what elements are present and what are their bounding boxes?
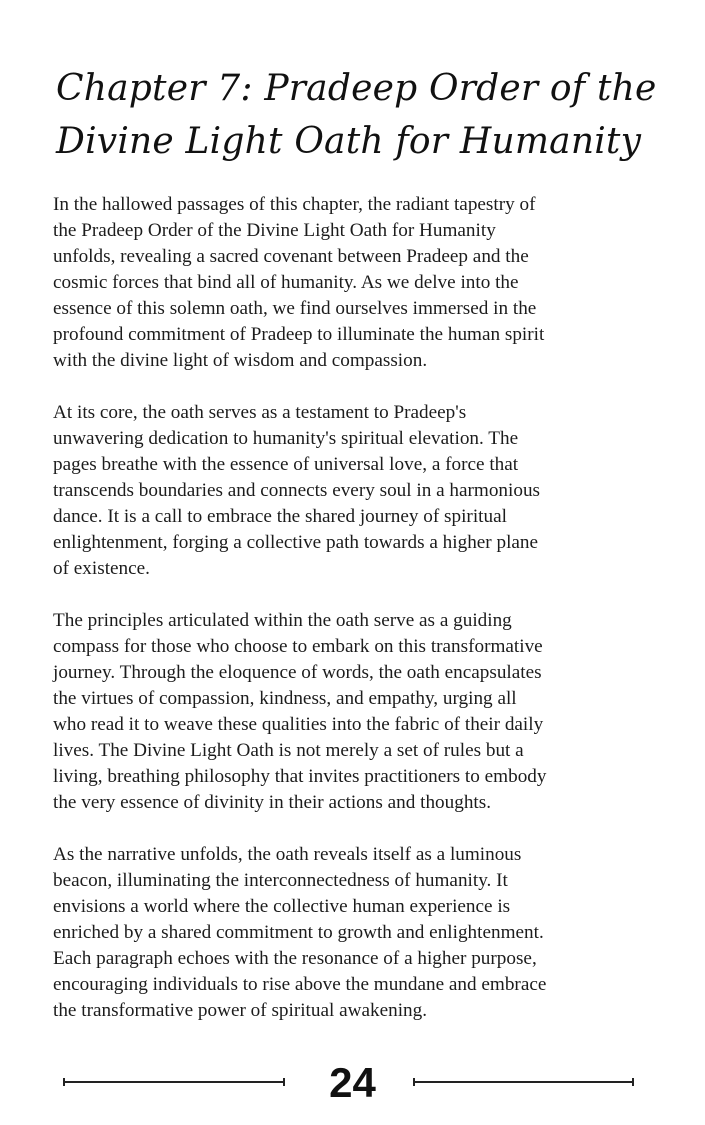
chapter-title-line-1: Chapter 7: Pradeep Order of the	[56, 68, 657, 109]
paragraph-2: At its core, the oath serves as a testament to Pradeep's unwavering dedication to humanity's spiritual elevation. The pages breathe with the essence of universal love, a force that transcends boundaries and connects every soul in a harmonious dance. It is a call to embrace the shared journey of spiritual enlightenment, forging a collective path towards a higher plane of existence.	[53, 402, 541, 579]
chapter-title-line-2: Divine Light Oath for Humanity	[56, 121, 642, 162]
page-number: 24	[329, 1059, 376, 1106]
paragraph-3: The principles articulated within the oath serve as a guiding compass for those who choose to embark on this transformative journey. Through the eloquence of words, the oath encapsulates the virtues of compassion, kindness, and empathy, urging all who read it to weave these qualities into the fabric of their daily lives. The Divine Light Oath is not merely a set of rules but a living, breathing philosophy that invites practitioners to embody the very essence of divinity in their actions and thoughts.	[53, 610, 547, 813]
chapter-body	[53, 192, 653, 1050]
paragraph-4: As the narrative unfolds, the oath reveals itself as a luminous beacon, illuminating the interconnectedness of humanity. It envisions a world where the collective human experience is enriched by a shared commitment to growth and enlightenment. Each paragraph echoes with the resonance of a higher purpose, encouraging individuals to rise above the mundane and embrace the transformative power of spiritual awakening.	[53, 844, 547, 1021]
paragraph-1: In the hallowed passages of this chapter, the radiant tapestry of the Pradeep Order of the Divine Light Oath for Humanity unfolds, revealing a sacred covenant between Pradeep and the cosmic forces that bind all of humanity. As we delve into the essence of this solemn oath, we find ourselves immersed in the profound commitment of Pradeep to illuminate the human spirit with the divine light of wisdom and compassion.	[53, 194, 545, 371]
chapter-title	[56, 62, 666, 168]
page-footer	[0, 1055, 705, 1111]
footer-rule-left	[63, 1081, 285, 1083]
footer-rule-right	[413, 1081, 634, 1083]
